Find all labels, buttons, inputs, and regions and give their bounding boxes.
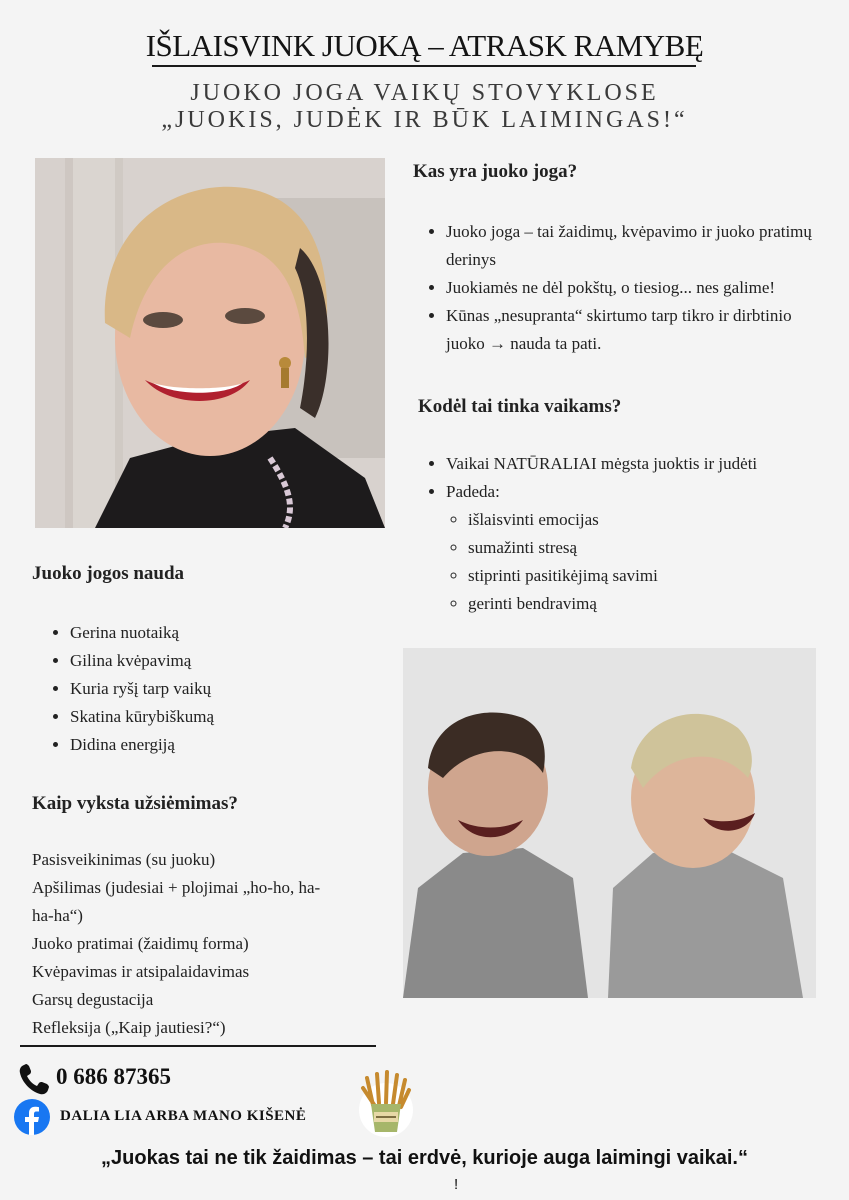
- footer-quote: „Juokas tai ne tik žaidimas – tai erdvė, kurioje auga laimingi vaikai.“: [101, 1147, 748, 1169]
- section-divider: [20, 1045, 376, 1047]
- session-step: Garsų degustacija: [32, 990, 154, 1009]
- phone-icon: [16, 1062, 52, 1102]
- title-underline: [152, 65, 696, 67]
- session-step: ha-ha“): [32, 906, 83, 925]
- list-item: • Kūnas „nesupranta“ skirtumo tarp tikro ir dirbtinio juoko → nauda ta pati.: [446, 302, 829, 358]
- why-heading: Kodėl tai tinka vaikams?: [418, 396, 622, 417]
- list-item: • Gerina nuotaiką: [70, 619, 348, 647]
- kids-photo: [403, 648, 816, 998]
- list-item: • Juoko joga – tai žaidimų, kvėpavimo ir juoko pratimų derinys: [446, 218, 829, 274]
- session-step: Refleksija („Kaip jautiesi?“): [32, 1018, 226, 1037]
- list-item: • Didina energiją: [70, 731, 348, 759]
- session-step: Pasisveikinimas (su juoku): [32, 850, 216, 869]
- facebook-page-name[interactable]: DALIA LIA ARBA MANO KIŠENĖ: [60, 1108, 307, 1124]
- why-list: [424, 450, 829, 618]
- subtitle-line-1: JUOKO JOGA VAIKŲ STOVYKLOSE: [190, 80, 659, 106]
- phone-number[interactable]: 0 686 87365: [56, 1064, 171, 1089]
- list-item-label: Padeda:: [446, 482, 500, 501]
- list-item: [446, 478, 829, 618]
- laughing-kids-illustration: [403, 648, 816, 998]
- list-item: • Gilina kvėpavimą: [70, 647, 348, 675]
- woman-portrait-illustration: [35, 158, 385, 528]
- what-heading: Kas yra juoko joga?: [413, 161, 578, 182]
- session-step: Kvėpavimas ir atsipalaidavimas: [32, 962, 250, 981]
- session-step: Juoko pratimai (žaidimų forma): [32, 934, 249, 953]
- session-step: Apšilimas (judesiai + plojimai „ho-ho, ha-: [32, 878, 321, 897]
- footer-mark: !: [454, 1176, 459, 1193]
- list-item: • Vaikai NATŪRALIAI mėgsta juoktis ir judėti: [446, 450, 829, 478]
- list-item: ◦ sumažinti stresą: [468, 534, 829, 562]
- session-steps: [32, 846, 392, 1042]
- woman-photo: [35, 158, 385, 528]
- list-item: • Kuria ryšį tarp vaikų: [70, 675, 348, 703]
- list-item: ◦ išlaisvinti emocijas: [468, 506, 829, 534]
- list-item: • Juokiamės ne dėl pokštų, o tiesiog... nes galime!: [446, 274, 829, 302]
- list-item: ◦ gerinti bendravimą: [468, 590, 829, 618]
- mano-kisene-logo: [357, 1070, 415, 1142]
- page-title: IŠLAISVINK JUOKĄ – ATRASK RAMYBĘ: [145, 28, 704, 63]
- list-item: ◦ stiprinti pasitikėjimą savimi: [468, 562, 829, 590]
- list-item: • Skatina kūrybiškumą: [70, 703, 348, 731]
- benefits-heading: Juoko jogos nauda: [32, 563, 185, 584]
- facebook-icon[interactable]: [13, 1098, 51, 1140]
- benefits-list: [48, 619, 348, 759]
- subtitle-line-2: „JUOKIS, JUDĖK IR BŪK LAIMINGAS!“: [161, 107, 688, 133]
- session-heading: Kaip vyksta užsiėmimas?: [32, 793, 238, 814]
- what-list: [424, 218, 829, 358]
